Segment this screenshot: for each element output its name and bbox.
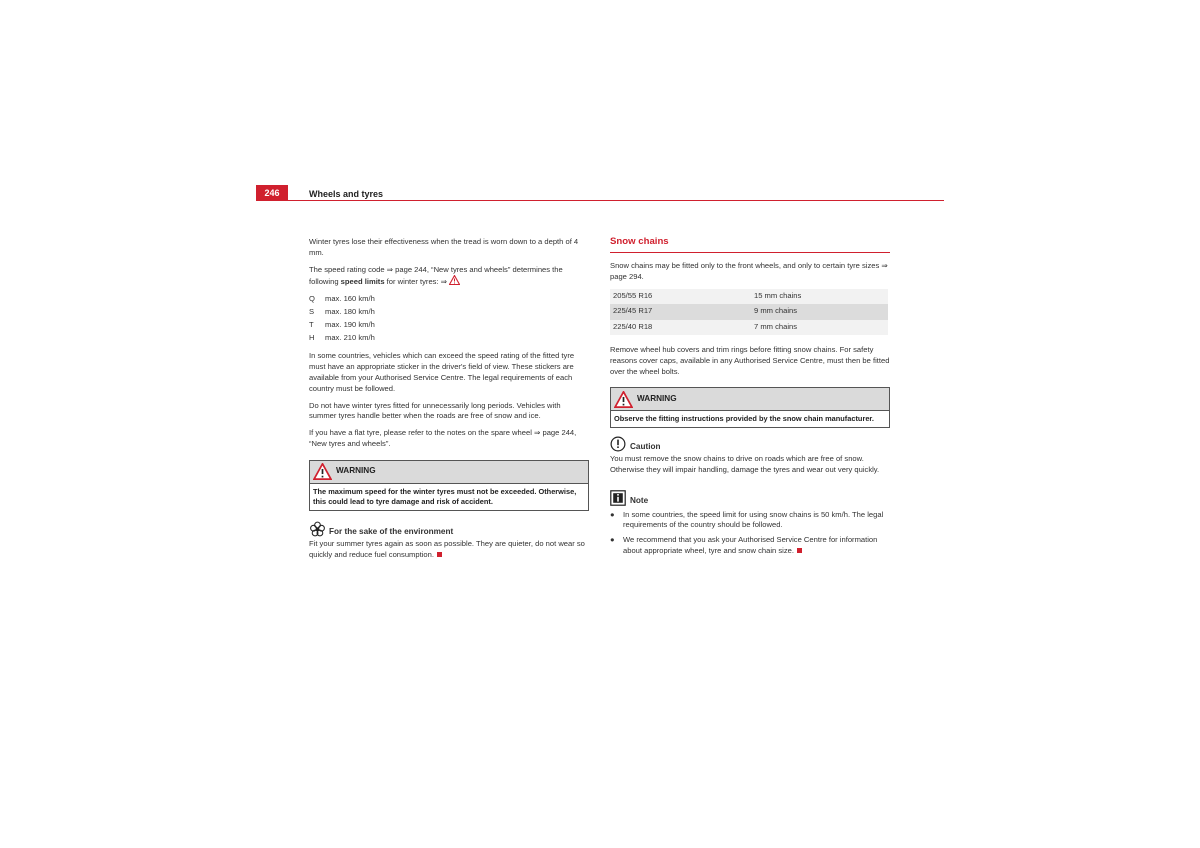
header-rule (288, 200, 944, 201)
chain-size-cell: 7 mm chains (751, 320, 888, 336)
left-column (309, 237, 589, 567)
paragraph-hub-covers: Remove wheel hub covers and trim rings before fitting snow chains. For safety reasons cover caps, available in any Authorised Service Centre, must then be fitted over the wheel bolts. (610, 345, 890, 376)
right-column (610, 237, 890, 561)
warning-text: Observe the fitting instructions provided by the snow chain manufacturer. (614, 414, 874, 424)
note-label: Note (630, 495, 649, 505)
note-item (623, 535, 890, 557)
environment-text: Fit your summer tyres again as soon as possible. They are quieter, do not wear so quickly and reduce fuel consumption. (309, 538, 585, 559)
warning-box-winter (309, 460, 589, 511)
tyre-size-cell: 225/45 R17 (610, 304, 751, 320)
warning-box-chains (610, 387, 890, 428)
environment-header (309, 521, 589, 537)
speed-value: max. 190 km/h (325, 319, 375, 329)
speed-limit-row (309, 294, 589, 307)
list-item (610, 510, 890, 532)
caution-text: You must remove the snow chains to drive on roads which are free of snow. Otherwise they will impair handling, damage the tyres and wear out very quickly. (610, 454, 880, 474)
note-list (610, 510, 890, 557)
speed-code: Q (309, 294, 315, 304)
speed-limits-bold: speed limits (340, 277, 385, 287)
bullet-dot: ● (610, 535, 615, 545)
warning-header (310, 461, 588, 484)
note-header (610, 490, 890, 506)
tyre-size-cell: 205/55 R16 (610, 289, 751, 305)
warning-label: WARNING (637, 394, 677, 404)
end-marker (797, 548, 802, 553)
speed-code: H (309, 332, 315, 342)
paragraph-stickers: In some countries, vehicles which can exceed the speed rating of the fitted tyre must have an appropriate sticker in the driver's field of view. These stickers are available from your Authorised Service Centre. The legal requirements of each country must be followed. (309, 351, 575, 393)
warning-triangle-icon (449, 275, 460, 285)
paragraph-flat-tyre: If you have a flat tyre, please refer to the notes on the spare wheel ⇒ page 244, “New tyres and wheels”. (309, 428, 577, 448)
list-item (610, 535, 890, 557)
bullet-dot: ● (610, 509, 615, 519)
note-text: In some countries, the speed limit for using snow chains is 50 km/h. The legal requirements of the country should be followed. (623, 509, 884, 530)
speed-limit-row (309, 333, 589, 346)
paragraph-tread-depth: Winter tyres lose their effectiveness when the tread is worn down to a depth of 4 mm. (309, 237, 579, 257)
page-number: 246 (256, 185, 288, 201)
warning-triangle-icon (614, 391, 633, 408)
speed-value: max. 160 km/h (325, 294, 375, 304)
paragraph-speed-rating (309, 265, 589, 289)
tyre-size-cell: 225/40 R18 (610, 320, 751, 336)
paragraph-front-wheels: Snow chains may be fitted only to the front wheels, and only to certain tyre sizes ⇒ page 294. (610, 261, 888, 281)
speed-rating-text-end: for winter tyres: ⇒ (384, 277, 448, 287)
caution-label: Caution (630, 442, 661, 452)
table-row (610, 320, 888, 336)
table-row (610, 304, 888, 320)
speed-code: T (309, 319, 314, 329)
table-row (610, 289, 888, 305)
flower-icon (309, 521, 326, 537)
warning-triangle-icon (313, 463, 332, 480)
speed-value: max. 210 km/h (325, 332, 375, 342)
environment-label: For the sake of the environment (329, 526, 454, 536)
warning-header (611, 388, 889, 411)
warning-label: WARNING (336, 466, 376, 476)
speed-rating-text: The speed rating code ⇒ page 244, “New tyres and wheels” determines the following (309, 264, 563, 287)
warning-text: The maximum speed for the winter tyres must not be exceeded. Otherwise, this could lead to tyre damage and risk of accident. (313, 486, 577, 507)
chain-size-cell: 9 mm chains (751, 304, 888, 320)
snow-chain-table (610, 289, 888, 336)
chain-size-cell: 15 mm chains (751, 289, 888, 305)
caution-header (610, 436, 890, 452)
chapter-title: Wheels and tyres (309, 189, 384, 199)
environment-paragraph (309, 539, 589, 561)
speed-value: max. 180 km/h (325, 306, 375, 316)
exclamation-circle-icon (610, 436, 626, 452)
section-title-snow-chains: Snow chains (610, 237, 890, 253)
speed-limit-row (309, 320, 589, 333)
speed-limit-list (309, 294, 589, 345)
end-marker (437, 552, 442, 557)
speed-limit-row (309, 307, 589, 320)
paragraph-long-periods: Do not have winter tyres fitted for unnecessarily long periods. Vehicles with summer tyres handle better when the roads are free of snow and ice. (309, 400, 561, 421)
speed-code: S (309, 306, 315, 316)
note-text: We recommend that you ask your Authorised Service Centre for information about appropriate wheel, tyre and snow chain size. (623, 535, 878, 556)
info-icon (610, 490, 626, 506)
